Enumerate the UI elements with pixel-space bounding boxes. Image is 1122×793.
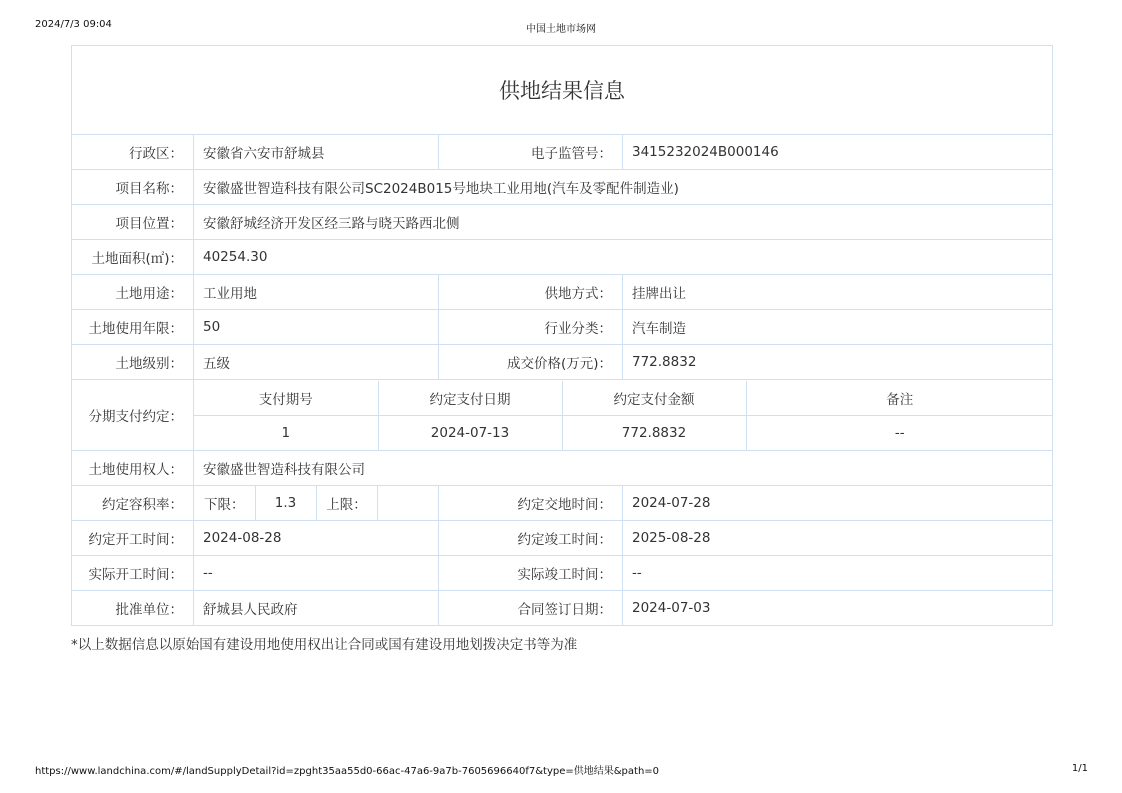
- far-cell: [194, 486, 439, 521]
- installment-label: 分期支付约定：: [72, 380, 194, 451]
- handover-label: 约定交地时间：: [439, 486, 623, 521]
- supply-result-table: [71, 45, 1053, 626]
- deal-price-label: 成交价格(万元)：: [439, 345, 623, 380]
- far-upper-label: 上限：: [316, 486, 377, 520]
- handover-value: 2024-07-28: [623, 486, 1053, 521]
- installment-header-date: 约定支付日期: [378, 381, 562, 416]
- complete-value: 2025-08-28: [623, 521, 1053, 556]
- print-url: https://www.landchina.com/#/landSupplyDetail?id=zpght35aa55d0-66ac-47a6-9a7b-7605696640f7&type=供地结果&path=0: [35, 766, 660, 777]
- land-grade-label: 土地级别：: [72, 345, 194, 380]
- supply-method-label: 供地方式：: [439, 275, 623, 310]
- holder-label: 土地使用权人：: [72, 451, 194, 486]
- actual-complete-value: --: [623, 556, 1053, 591]
- disclaimer-note: *以上数据信息以原始国有建设用地使用权出让合同或国有建设用地划拨决定书等为准: [71, 637, 578, 653]
- term-label: 土地使用年限：: [72, 310, 194, 345]
- project-location-label: 项目位置：: [72, 205, 194, 240]
- project-location-value: 安徽舒城经济开发区经三路与晓天路西北侧: [194, 205, 1053, 240]
- installment-header-period: 支付期号: [194, 381, 378, 416]
- supervision-no-value: 3415232024B000146: [623, 135, 1053, 170]
- district-label: 行政区：: [72, 135, 194, 170]
- installment-header-remark: 备注: [746, 381, 1053, 416]
- complete-label: 约定竣工时间：: [439, 521, 623, 556]
- holder-value: 安徽盛世智造科技有限公司: [194, 451, 1053, 486]
- installment-cell: [194, 380, 1053, 451]
- land-grade-value: 五级: [194, 345, 439, 380]
- far-lower-value: 1.3: [255, 486, 316, 520]
- industry-value: 汽车制造: [623, 310, 1053, 345]
- term-value: 50: [194, 310, 439, 345]
- installment-header-amount: 约定支付金额: [562, 381, 746, 416]
- district-value: 安徽省六安市舒城县: [194, 135, 439, 170]
- land-area-value: 40254.30: [194, 240, 1053, 275]
- start-value: 2024-08-28: [194, 521, 439, 556]
- actual-start-value: --: [194, 556, 439, 591]
- supervision-no-label: 电子监管号：: [439, 135, 623, 170]
- far-lower-label: 下限：: [194, 486, 255, 520]
- installment-table: [194, 381, 1053, 450]
- actual-complete-label: 实际竣工时间：: [439, 556, 623, 591]
- supply-method-value: 挂牌出让: [623, 275, 1053, 310]
- start-label: 约定开工时间：: [72, 521, 194, 556]
- approver-value: 舒城县人民政府: [194, 591, 439, 626]
- project-name-value: 安徽盛世智造科技有限公司SC2024B015号地块工业用地(汽车及零配件制造业): [194, 170, 1053, 205]
- print-page-number: 1/1: [1071, 763, 1088, 774]
- far-label: 约定容积率：: [72, 486, 194, 521]
- approver-label: 批准单位：: [72, 591, 194, 626]
- page-title: 供地结果信息: [72, 46, 1053, 135]
- land-area-label: 土地面积(㎡)：: [72, 240, 194, 275]
- far-upper-value: [377, 486, 438, 520]
- project-name-label: 项目名称：: [72, 170, 194, 205]
- actual-start-label: 实际开工时间：: [72, 556, 194, 591]
- installment-date: 2024-07-13: [378, 415, 562, 450]
- land-use-label: 土地用途：: [72, 275, 194, 310]
- installment-row: [194, 415, 1053, 450]
- installment-period: 1: [194, 415, 378, 450]
- print-site-title: 中国土地市场网: [526, 24, 596, 35]
- far-table: [194, 486, 438, 520]
- print-datetime: 2024/7/3 09:04: [35, 19, 112, 30]
- installment-remark: --: [746, 415, 1053, 450]
- deal-price-value: 772.8832: [623, 345, 1053, 380]
- contract-date-label: 合同签订日期：: [439, 591, 623, 626]
- industry-label: 行业分类：: [439, 310, 623, 345]
- contract-date-value: 2024-07-03: [623, 591, 1053, 626]
- land-use-value: 工业用地: [194, 275, 439, 310]
- installment-amount: 772.8832: [562, 415, 746, 450]
